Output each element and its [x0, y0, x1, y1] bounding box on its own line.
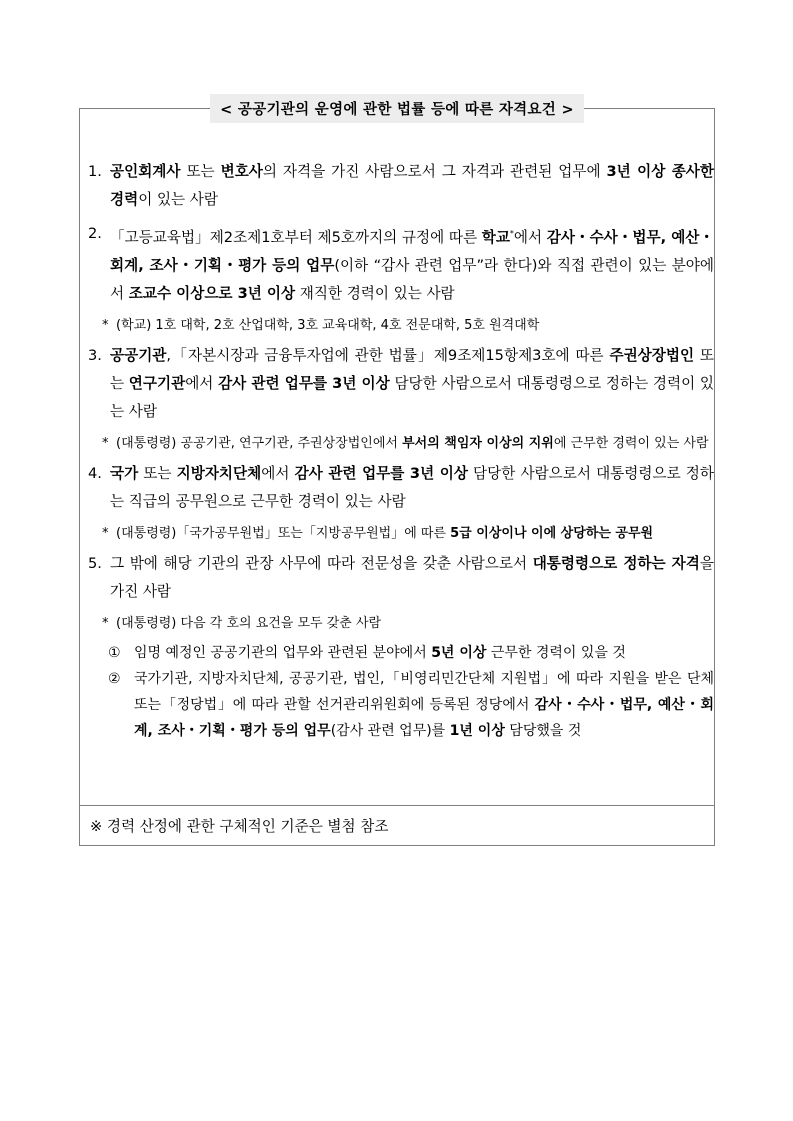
- text-run: (대통령령) 다음 각 호의 요건을 모두 갖춘 사람: [116, 615, 382, 631]
- text-run: 담당한 사람으로서 대통령령으로 정하는 경력이 있는 사람: [110, 374, 714, 420]
- text-run: 에서: [185, 374, 219, 392]
- text-run: 근무한 경력이 있을 것: [486, 644, 626, 661]
- item-number: 2.: [88, 225, 102, 242]
- note-star: *: [102, 435, 109, 451]
- title-container: [79, 94, 715, 123]
- item-text: [110, 550, 714, 606]
- requirement-item: [88, 220, 714, 308]
- note-text: [116, 314, 714, 338]
- sub-requirement: [108, 666, 714, 744]
- bold-text: 공인회계사: [110, 163, 181, 180]
- bold-text: 3년 이상 종사한 경력: [110, 163, 714, 208]
- bold-text: 부서의 책임자 이상의 지위: [402, 435, 554, 451]
- text-run: (대통령령) 공공기관, 연구기관, 주권상장법인에서: [116, 435, 403, 451]
- text-run: 이 있는 사람: [138, 191, 218, 208]
- bold-text: 학교: [481, 228, 510, 246]
- item-number: 3.: [88, 346, 102, 364]
- item-text: [110, 158, 714, 214]
- bold-text: 변호사: [220, 163, 263, 180]
- footer-note: ※ 경력 산정에 관한 구체적인 기준은 별첨 참조: [90, 818, 389, 835]
- text-run: 에서: [513, 228, 547, 246]
- note-text: [116, 432, 714, 456]
- bold-text: 감사・수사・법무, 예산・회계, 조사・기획・평가 등의 업무: [110, 228, 714, 274]
- requirements-list: [88, 158, 714, 744]
- bold-text: 감사・수사・법무, 예산・회계, 조사・기획・평가 등의 업무: [134, 696, 714, 739]
- item-note: [102, 522, 714, 546]
- item-note: [102, 612, 714, 636]
- text-run: 임명 예정인 공공기관의 업무와 관련된 분야에서: [134, 644, 432, 661]
- item-number: 1.: [88, 163, 102, 180]
- footnote-mark: *: [509, 229, 514, 238]
- footer-divider: [80, 805, 714, 806]
- text-run: 의 자격을 가진 사람으로서 그 자격과 관련된 업무에: [262, 163, 607, 180]
- bold-text: 1년 이상: [449, 722, 505, 739]
- item-note: [102, 314, 714, 338]
- sub-mark: ②: [108, 670, 121, 687]
- sub-text: [134, 666, 714, 744]
- bold-text: 감사 관련 업무를 3년 이상: [294, 464, 468, 482]
- bold-text: 감사 관련 업무를 3년 이상: [218, 374, 390, 392]
- item-number: 5.: [88, 554, 102, 572]
- requirement-item: [88, 158, 714, 214]
- bold-text: 공공기관: [110, 346, 167, 364]
- note-text: [116, 612, 714, 636]
- text-run: 을 가진 사람: [110, 554, 714, 600]
- text-run: 또는: [138, 464, 177, 482]
- bold-text: 지방자치단체: [176, 464, 262, 482]
- text-run: (감사 관련 업무)를: [330, 722, 450, 739]
- requirement-item: [88, 460, 714, 516]
- text-run: (학교) 1호 대학, 2호 산업대학, 3호 교육대학, 4호 전문대학, 5호 원격대학: [116, 317, 540, 333]
- text-run: 담당했을 것: [504, 722, 582, 739]
- text-run: 에서: [261, 464, 295, 482]
- text-run: 또는: [180, 163, 221, 180]
- item-text: [110, 342, 714, 426]
- item-note: [102, 432, 714, 456]
- bold-text: 조교수 이상으로 3년 이상: [128, 284, 296, 302]
- bold-text: 주권상장법인: [609, 346, 695, 364]
- bold-text: 대통령령으로 정하는 자격: [532, 554, 700, 572]
- sub-requirement: [108, 640, 714, 666]
- sub-text: [134, 640, 714, 666]
- note-text: [116, 522, 714, 546]
- text-run: 또는: [110, 346, 714, 392]
- bold-text: 5급 이상이나 이에 상당하는 공무원: [450, 525, 654, 541]
- note-star: *: [102, 615, 109, 631]
- note-star: *: [102, 317, 109, 333]
- text-run: (이하 “감사 관련 업무”라 한다)와 직접 관련이 있는 분야에서: [110, 256, 714, 302]
- requirement-item: [88, 550, 714, 606]
- bold-text: 5년 이상: [431, 644, 487, 661]
- text-run: ,「자본시장과 금융투자업에 관한 법률」제9조제15항제3호에 따른: [166, 346, 610, 364]
- text-run: 국가기관, 지방자치단체, 공공기관, 법인,「비영리민간단체 지원법」에 따라 지원을 받은 단체 또는「정당법」에 따라 관할 선거관리위원회에 등록된 정당에서: [134, 670, 714, 713]
- bold-text: 국가: [110, 464, 139, 482]
- text-run: 에 근무한 경력이 있는 사람: [553, 435, 709, 451]
- document-title: < 공공기관의 운영에 관한 법률 등에 따른 자격요건 >: [210, 94, 584, 123]
- text-run: 담당한 사람으로서 대통령령으로 정하는 직급의 공무원으로 근무한 경력이 있는 사람: [110, 464, 714, 510]
- text-run: 재직한 경력이 있는 사람: [295, 284, 455, 302]
- item-number: 4.: [88, 464, 102, 482]
- bold-text: 연구기관: [128, 374, 186, 392]
- sub-mark: ①: [108, 644, 121, 661]
- note-star: *: [102, 525, 109, 541]
- text-run: (대통령령)「국가공무원법」또는「지방공무원법」에 따른: [116, 525, 451, 541]
- item-text: [110, 460, 714, 516]
- text-run: 그 밖에 해당 기관의 관장 사무에 따라 전문성을 갖춘 사람으로서: [110, 554, 533, 572]
- item-text: [110, 220, 714, 308]
- requirement-item: [88, 342, 714, 426]
- text-run: 「고등교육법」제2조제1호부터 제5호까지의 규정에 따른: [110, 228, 482, 246]
